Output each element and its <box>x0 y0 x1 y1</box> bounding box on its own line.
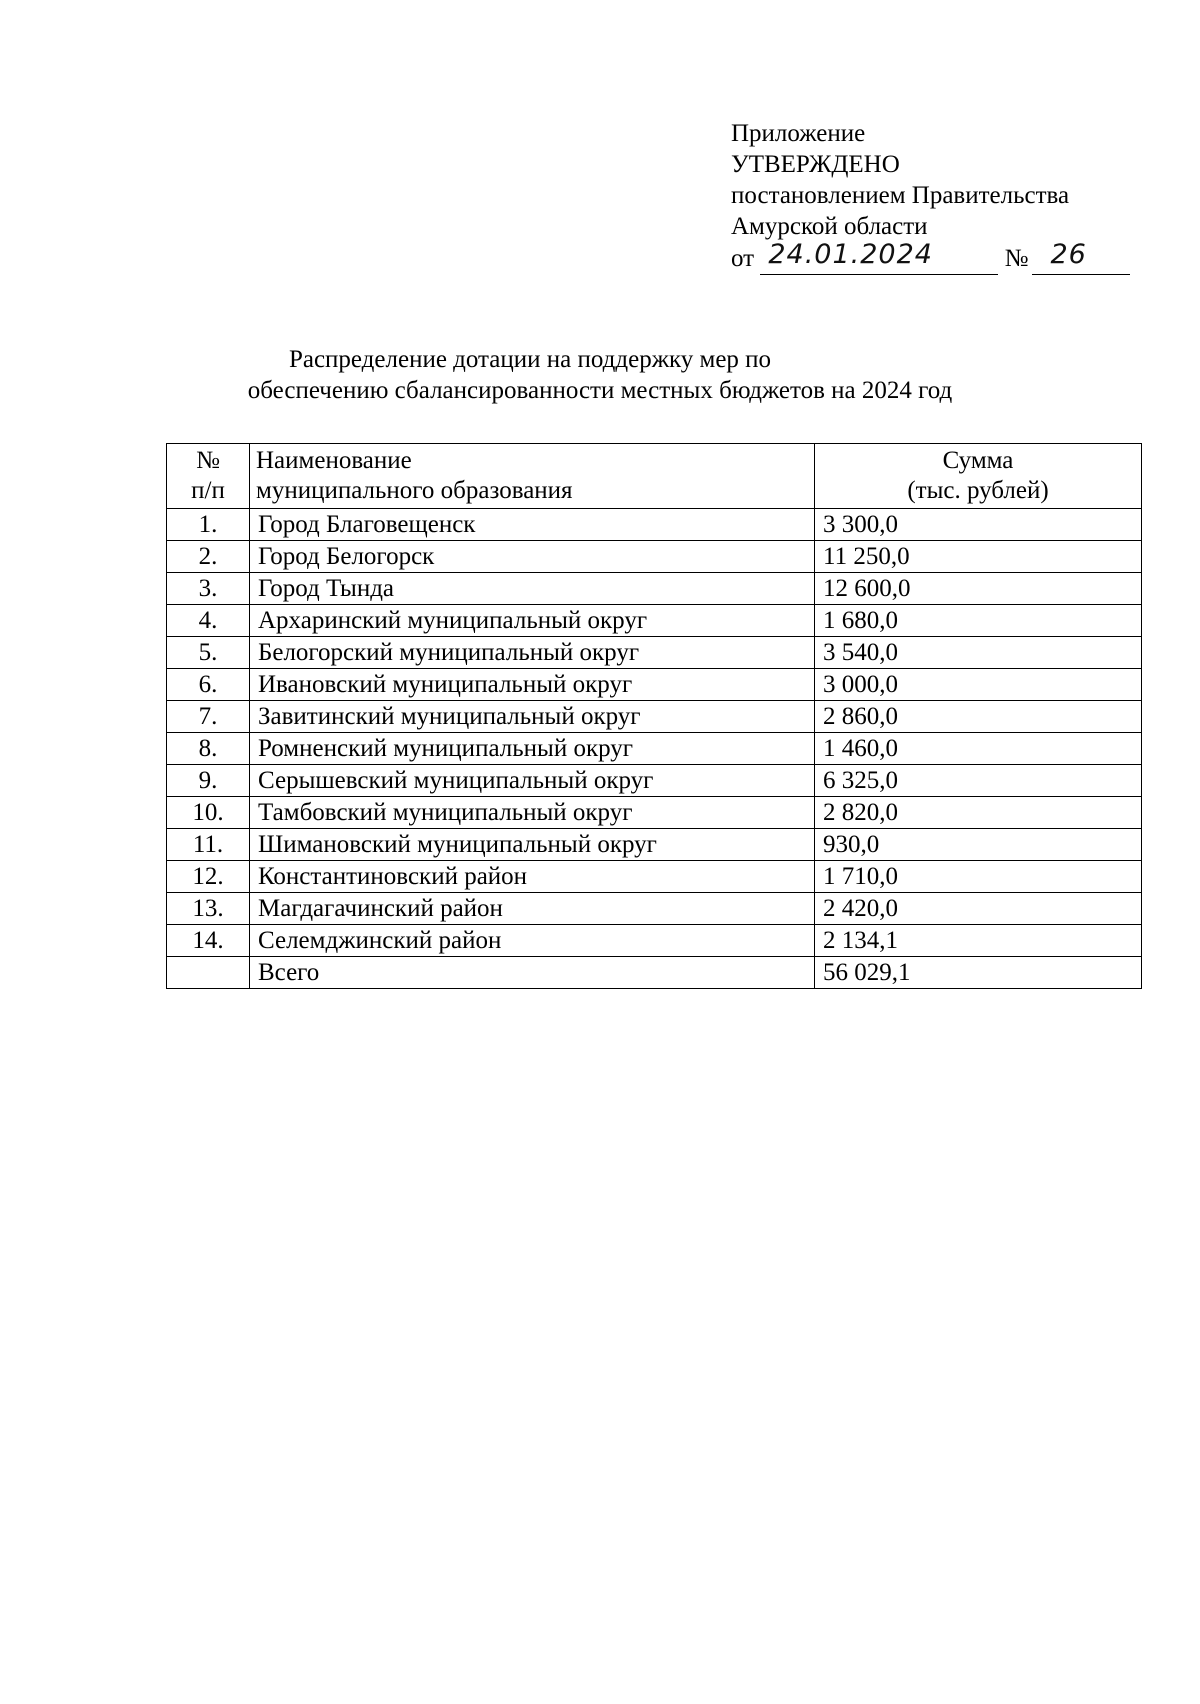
table-row <box>167 829 1142 861</box>
row-number: 4. <box>167 605 250 637</box>
table-row <box>167 765 1142 797</box>
table-row <box>167 637 1142 669</box>
row-name: Ивановский муниципальный округ <box>250 669 815 701</box>
row-sum: 3 540,0 <box>815 637 1142 669</box>
table-row <box>167 733 1142 765</box>
table-row <box>167 509 1142 541</box>
row-sum: 2 820,0 <box>815 797 1142 829</box>
handwritten-number: 26 <box>1050 239 1087 270</box>
row-sum: 930,0 <box>815 829 1142 861</box>
table-row <box>167 701 1142 733</box>
table-row <box>167 605 1142 637</box>
row-number: 1. <box>167 509 250 541</box>
row-sum: 11 250,0 <box>815 541 1142 573</box>
table-row <box>167 893 1142 925</box>
row-number: 7. <box>167 701 250 733</box>
table-header-row <box>167 444 1142 509</box>
row-sum: 3 000,0 <box>815 669 1142 701</box>
resolution-label: постановлением Правительства <box>731 182 1070 209</box>
total-row <box>167 957 1142 989</box>
table-row <box>167 669 1142 701</box>
table-row <box>167 573 1142 605</box>
header-number <box>167 444 250 509</box>
row-name: Архаринский муниципальный округ <box>250 605 815 637</box>
from-label: от <box>731 245 755 272</box>
row-sum: 2 134,1 <box>815 925 1142 957</box>
table-row <box>167 861 1142 893</box>
row-name: Завитинский муниципальный округ <box>250 701 815 733</box>
appendix-label: Приложение <box>731 120 866 147</box>
row-number: 14. <box>167 925 250 957</box>
row-number: 10. <box>167 797 250 829</box>
title-line-1: Распределение дотации на поддержку мер по <box>288 346 772 373</box>
number-label: № <box>1004 245 1029 272</box>
row-name: Город Благовещенск <box>250 509 815 541</box>
row-number: 5. <box>167 637 250 669</box>
row-name: Город Тында <box>250 573 815 605</box>
header-sum <box>815 444 1142 509</box>
row-number: 13. <box>167 893 250 925</box>
header-name <box>250 444 815 509</box>
title-line-2: обеспечению сбалансированности местных бюджетов на 2024 год <box>247 377 953 404</box>
row-sum: 2 860,0 <box>815 701 1142 733</box>
table-row <box>167 797 1142 829</box>
header-name-line-2: муниципального образования <box>256 477 573 504</box>
row-number: 9. <box>167 765 250 797</box>
row-number: 11. <box>167 829 250 861</box>
row-number: 2. <box>167 541 250 573</box>
handwritten-date: 24.01.2024 <box>768 239 933 270</box>
row-name: Тамбовский муниципальный округ <box>250 797 815 829</box>
row-name: Ромненский муниципальный округ <box>250 733 815 765</box>
header-sum-line-1: Сумма <box>942 447 1014 474</box>
row-name: Город Белогорск <box>250 541 815 573</box>
row-number: 3. <box>167 573 250 605</box>
row-sum: 2 420,0 <box>815 893 1142 925</box>
table-body <box>167 509 1142 989</box>
row-number: 8. <box>167 733 250 765</box>
header-number-line-1: № <box>196 447 220 474</box>
row-sum: 3 300,0 <box>815 509 1142 541</box>
row-sum: 56 029,1 <box>815 957 1142 989</box>
header-number-line-2: п/п <box>191 477 225 504</box>
row-name: Шимановский муниципальный округ <box>250 829 815 861</box>
header-name-line-1: Наименование <box>256 447 412 474</box>
approved-label: УТВЕРЖДЕНО <box>731 151 900 178</box>
row-name: Всего <box>250 957 815 989</box>
row-name: Магдагачинский район <box>250 893 815 925</box>
date-field <box>760 239 998 275</box>
row-number: 12. <box>167 861 250 893</box>
header-sum-line-2: (тыс. рублей) <box>907 477 1049 504</box>
row-sum: 1 710,0 <box>815 861 1142 893</box>
number-field <box>1032 239 1130 275</box>
row-name: Константиновский район <box>250 861 815 893</box>
table-row <box>167 541 1142 573</box>
approval-stamp-block <box>731 118 1130 275</box>
row-sum: 6 325,0 <box>815 765 1142 797</box>
region-label: Амурской области <box>731 213 928 240</box>
row-name: Селемджинский район <box>250 925 815 957</box>
table-row <box>167 925 1142 957</box>
document-title <box>0 344 1200 406</box>
row-name: Белогорский муниципальный округ <box>250 637 815 669</box>
row-name: Серышевский муниципальный округ <box>250 765 815 797</box>
date-number-line <box>731 239 1130 275</box>
row-sum: 12 600,0 <box>815 573 1142 605</box>
row-sum: 1 680,0 <box>815 605 1142 637</box>
row-number <box>167 957 250 989</box>
subsidy-distribution-table <box>166 443 1142 989</box>
row-number: 6. <box>167 669 250 701</box>
row-sum: 1 460,0 <box>815 733 1142 765</box>
